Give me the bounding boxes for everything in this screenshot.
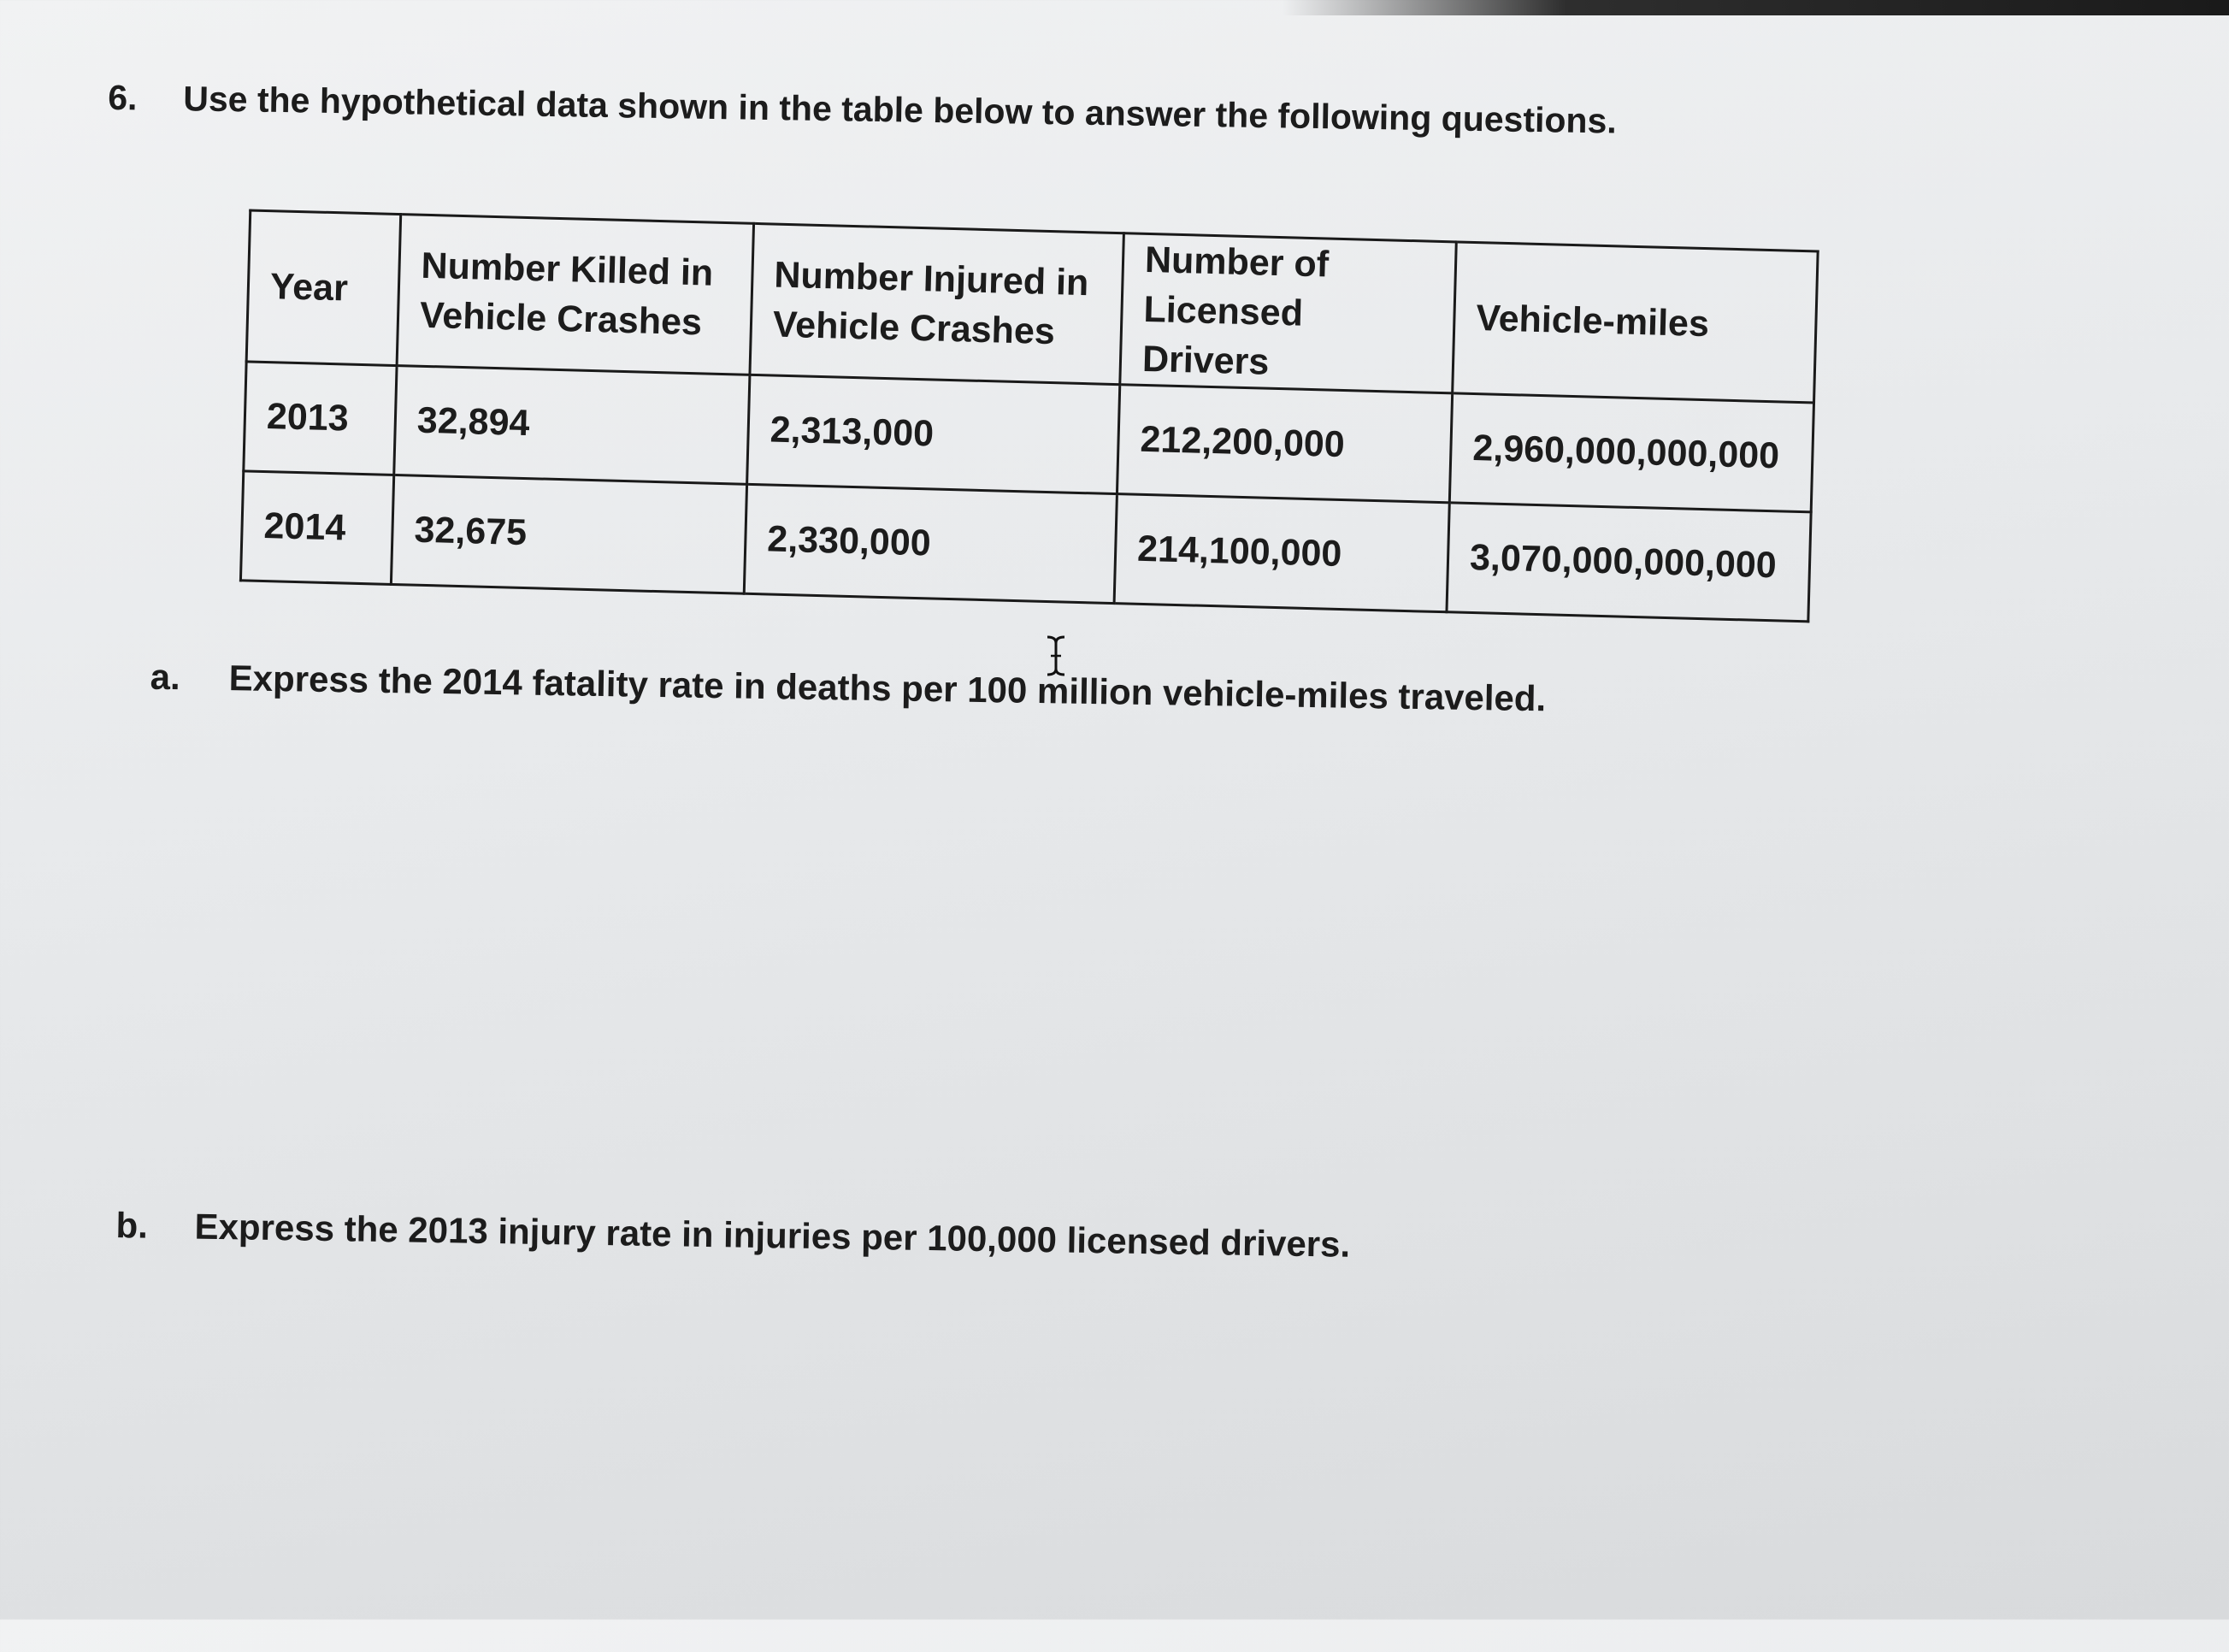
cell-vehicle-miles: 2,960,000,000,000 [1449, 393, 1813, 512]
cell-licensed-drivers: 212,200,000 [1117, 385, 1452, 503]
header-vehicle-miles: Vehicle-miles [1453, 242, 1818, 403]
question-number: 6. [107, 77, 138, 118]
part-b-text: Express the 2013 injury rate in injuries per 100,000 licensed drivers. [194, 1206, 1351, 1265]
crash-data-table [239, 209, 1819, 622]
cell-injured: 2,330,000 [744, 484, 1117, 603]
part-a-text: Express the 2014 fatality rate in deaths per 100 million vehicle-miles traveled. [228, 658, 1547, 719]
part-a-question [150, 657, 1546, 720]
part-b-label: b. [115, 1205, 149, 1246]
monitor-bezel-edge [1283, 0, 2229, 15]
text-cursor-icon [1045, 634, 1067, 677]
cell-year: 2013 [244, 362, 397, 475]
part-a-label: a. [150, 656, 181, 698]
header-injured: Number Injured in Vehicle Crashes [750, 223, 1123, 384]
cell-licensed-drivers: 214,100,000 [1114, 494, 1449, 612]
cell-year: 2014 [240, 471, 393, 585]
cell-killed: 32,894 [394, 366, 750, 485]
part-b-question [115, 1205, 1350, 1266]
header-year: Year [246, 210, 401, 366]
cell-killed: 32,675 [391, 475, 746, 594]
question-text: Use the hypothetical data shown in the table below to answer the following questions. [182, 79, 1618, 141]
header-licensed-drivers: Number of Licensed Drivers [1120, 233, 1457, 393]
cell-injured: 2,313,000 [747, 375, 1120, 493]
cell-vehicle-miles: 3,070,000,000,000 [1447, 503, 1811, 622]
header-killed: Number Killed in Vehicle Crashes [397, 215, 753, 375]
question-6 [108, 78, 1617, 142]
